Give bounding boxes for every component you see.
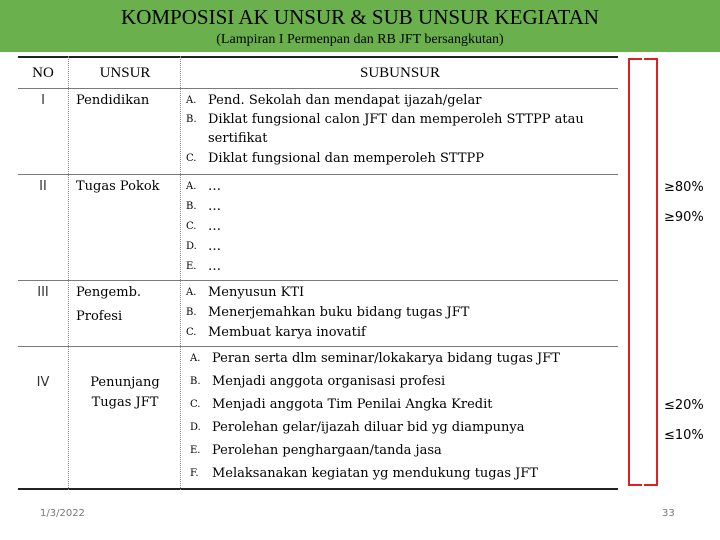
column-header-unsur: UNSUR bbox=[99, 65, 151, 81]
unsur-label-line2: Tugas JFT bbox=[91, 395, 159, 410]
percentage-max-10: ≤10% bbox=[664, 428, 704, 443]
subunsur-item: C. … bbox=[186, 219, 221, 234]
subunsur-item: B. Menjadi anggota organisasi profesi bbox=[190, 374, 446, 389]
header-divider bbox=[18, 88, 618, 89]
column-divider bbox=[68, 56, 69, 490]
table-top-border bbox=[18, 56, 618, 58]
row-divider bbox=[18, 174, 618, 175]
unsur-label-line1: Pengemb. bbox=[76, 285, 142, 300]
percentage-max-20: ≤20% bbox=[664, 398, 704, 413]
percentage-min-80: ≥80% bbox=[664, 180, 704, 195]
unsur-label-line1: Penunjang bbox=[90, 375, 160, 390]
column-divider bbox=[180, 56, 181, 490]
subunsur-item: A. Peran serta dlm seminar/lokakarya bidang tugas JFT bbox=[190, 351, 560, 366]
subunsur-item: B. Diklat fungsional calon JFT dan memperoleh STTPP atau bbox=[186, 112, 584, 127]
title-banner bbox=[0, 0, 720, 52]
composition-table bbox=[18, 56, 618, 490]
slide-title: KOMPOSISI AK UNSUR & SUB UNSUR KEGIATAN bbox=[121, 5, 599, 29]
subunsur-item: A. … bbox=[186, 179, 221, 194]
row-divider bbox=[18, 346, 618, 347]
subunsur-item: F. Melaksanakan kegiatan yg mendukung tugas JFT bbox=[190, 466, 539, 481]
unsur-label-line2: Profesi bbox=[76, 309, 123, 324]
row-number: II bbox=[39, 179, 47, 194]
percentage-min-90: ≥90% bbox=[664, 210, 704, 225]
subunsur-item: A. Menyusun KTI bbox=[186, 285, 305, 300]
subunsur-item: C. Diklat fungsional dan memperoleh STTPP bbox=[186, 151, 484, 166]
row-number: III bbox=[37, 285, 49, 300]
subunsur-item: C. Menjadi anggota Tim Penilai Angka Kredit bbox=[190, 397, 493, 412]
subunsur-item: D. … bbox=[186, 239, 221, 254]
subunsur-item: A. Pend. Sekolah dan mendapat ijazah/gelar bbox=[186, 93, 482, 108]
subunsur-item: C. Membuat karya inovatif bbox=[186, 325, 366, 340]
subunsur-item: D. Perolehan gelar/ijazah diluar bid yg diampunya bbox=[190, 420, 525, 435]
left-bracket bbox=[628, 58, 642, 486]
column-header-no: NO bbox=[32, 65, 54, 81]
unsur-label: Pendidikan bbox=[76, 93, 150, 108]
footer-date: 1/3/2022 bbox=[40, 508, 85, 519]
subunsur-item: B. Menerjemahkan buku bidang tugas JFT bbox=[186, 305, 470, 320]
subunsur-item: E. … bbox=[186, 259, 221, 274]
column-header-subunsur: SUBUNSUR bbox=[359, 65, 441, 81]
row-number: IV bbox=[36, 375, 50, 390]
table-bottom-border bbox=[18, 488, 618, 490]
page-number: 33 bbox=[662, 508, 675, 519]
subunsur-item: B. … bbox=[186, 199, 221, 214]
slide-subtitle: (Lampiran I Permenpan dan RB JFT bersangkutan) bbox=[216, 32, 504, 47]
subunsur-item-continuation: sertifikat bbox=[208, 131, 268, 146]
row-number: I bbox=[41, 93, 45, 108]
subunsur-item: E. Perolehan penghargaan/tanda jasa bbox=[190, 443, 442, 458]
row-divider bbox=[18, 280, 618, 281]
right-bracket bbox=[644, 58, 658, 486]
unsur-label: Tugas Pokok bbox=[76, 179, 160, 194]
